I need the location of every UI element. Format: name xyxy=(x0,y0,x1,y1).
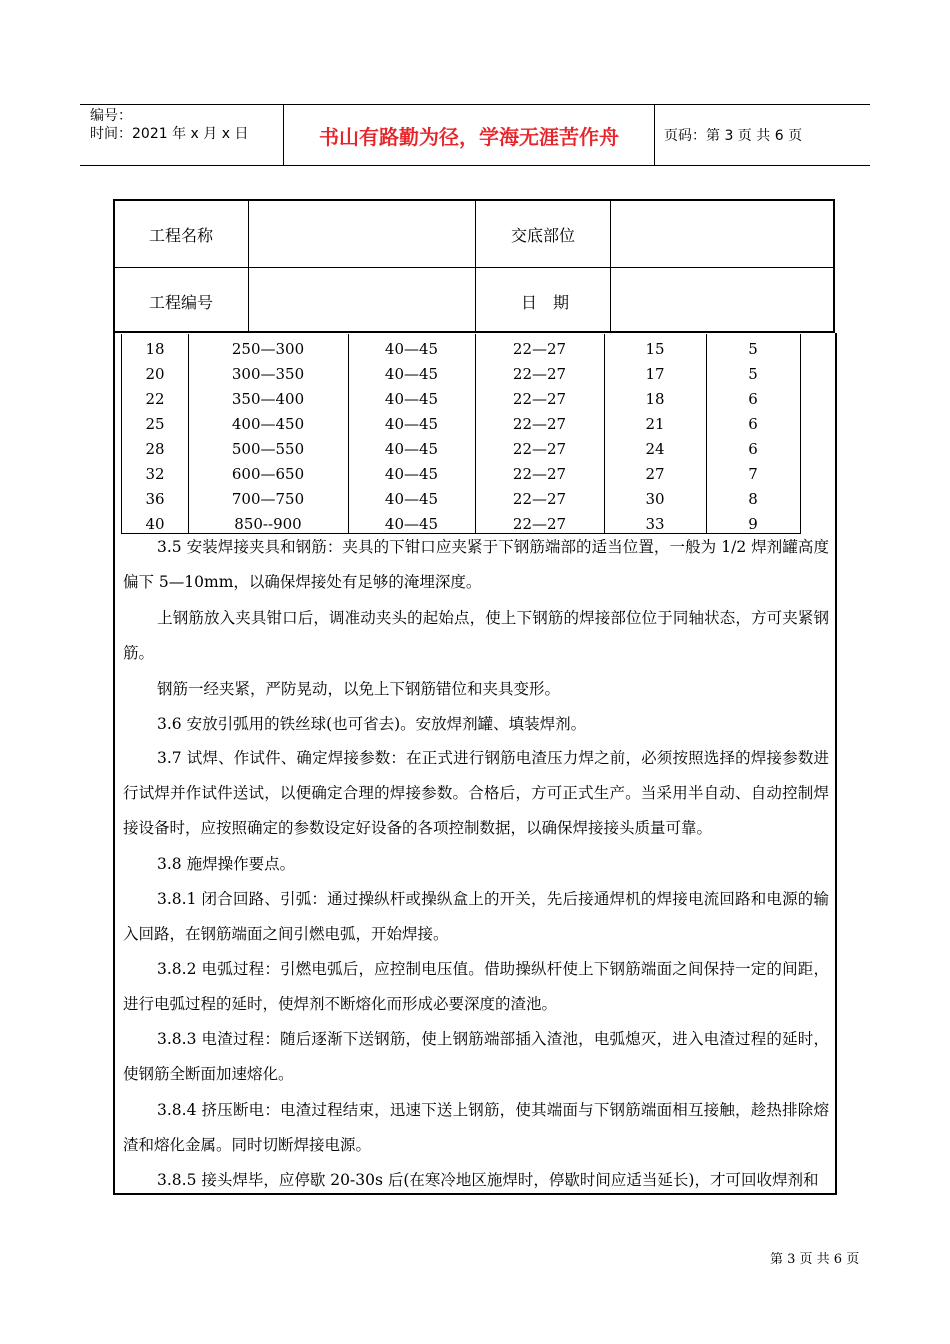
info-table-rule xyxy=(610,201,611,331)
project-no-label: 工程编号 xyxy=(149,292,214,312)
header-time: 时间：2021 年 x 月 x 日 xyxy=(90,126,249,142)
paragraph-3-7: 3.7 试焊、作试件、确定焊接参数：在正式进行钢筋电渣压力焊之前，必须按照选择的焊接参数进行试焊并作试件送试，以便确定合理的焊接参数。合格后，方可正式生产。当采用半自动、自动控制焊接设备时，应按照确定的参数设定好设备的各项控制数据，以确保焊接接头质量可靠。 xyxy=(123,749,829,837)
part-label: 交底部位 xyxy=(511,225,576,245)
table-cell: 24 xyxy=(645,440,665,458)
table-cell: 500—550 xyxy=(231,440,305,458)
table-cell: 15 xyxy=(645,340,665,358)
table-cell: 40—45 xyxy=(384,515,439,533)
table-cell: 22—27 xyxy=(512,340,567,358)
footer-page-info: 第 3 页 共 6 页 xyxy=(770,1252,860,1267)
table-row xyxy=(122,336,800,361)
table-cell: 9 xyxy=(748,515,758,533)
table-cell: 600—650 xyxy=(231,465,305,483)
table-cell: 40—45 xyxy=(384,465,439,483)
table-cell: 6 xyxy=(748,390,758,408)
table-cell: 17 xyxy=(645,365,665,383)
table-cell: 700—750 xyxy=(231,490,305,508)
table-cell: 22—27 xyxy=(512,365,567,383)
table-cell: 40—45 xyxy=(384,365,439,383)
table-cell: 18 xyxy=(645,390,665,408)
table-cell: 30 xyxy=(645,490,665,508)
table-row xyxy=(122,361,800,386)
table-cell: 22—27 xyxy=(512,440,567,458)
paragraph-clamp-upper: 上钢筋放入夹具钳口后，调准动夹头的起始点，使上下钢筋的焊接部位位于同轴状态，方可夹紧钢筋。 xyxy=(123,609,829,662)
table-cell: 40—45 xyxy=(384,490,439,508)
table-cell: 6 xyxy=(748,415,758,433)
table-cell: 8 xyxy=(748,490,758,508)
table-cell: 33 xyxy=(645,515,665,533)
header-page-info: 页码：第 3 页 共 6 页 xyxy=(664,128,803,144)
date-label: 日 期 xyxy=(521,292,570,312)
info-table-rule xyxy=(248,201,249,331)
table-row xyxy=(122,486,800,511)
table-cell: 40—45 xyxy=(384,340,439,358)
table-cell: 850--900 xyxy=(234,515,302,533)
header-motto: 书山有路勤为径，学海无涯苦作舟 xyxy=(319,124,619,149)
table-row xyxy=(122,436,800,461)
table-cell: 27 xyxy=(645,465,665,483)
table-cell: 400—450 xyxy=(231,415,305,433)
info-table-rule xyxy=(115,267,833,268)
table-cell: 250—300 xyxy=(231,340,305,358)
table-row xyxy=(122,461,800,486)
table-cell: 6 xyxy=(748,440,758,458)
table-cell: 22—27 xyxy=(512,465,567,483)
header-divider xyxy=(654,105,655,165)
table-cell: 40—45 xyxy=(384,415,439,433)
paragraph-3-8-3: 3.8.3 电渣过程：随后逐渐下送钢筋，使上钢筋端部插入渣池，电弧熄灭，进入电渣过程的延时，使钢筋全断面加速熔化。 xyxy=(123,1030,829,1083)
table-cell: 22—27 xyxy=(512,390,567,408)
page-header xyxy=(80,104,870,166)
paragraph-3-8-5: 3.8.5 接头焊毕，应停歇 20-30s 后(在寒冷地区施焊时，停歇时间应适当延长)，才可回收焊剂和 xyxy=(157,1171,819,1189)
paragraph-clamp-note: 钢筋一经夹紧，严防晃动，以免上下钢筋错位和夹具变形。 xyxy=(157,680,561,698)
table-cell: 22—27 xyxy=(512,490,567,508)
paragraph-3-8-1: 3.8.1 闭合回路、引弧：通过操纵杆或操纵盒上的开关，先后接通焊机的焊接电流回路和电源的输入回路，在钢筋端面之间引燃电弧，开始焊接。 xyxy=(123,890,829,943)
table-cell: 21 xyxy=(645,415,665,433)
paragraph-3-8-2: 3.8.2 电弧过程：引燃电弧后，应控制电压值。借助操纵杆使上下钢筋端面之间保持一定的间距，进行电弧过程的延时，使焊剂不断熔化而形成必要深度的渣池。 xyxy=(123,960,829,1013)
table-cell: 25 xyxy=(145,415,165,433)
table-cell: 5 xyxy=(748,340,758,358)
header-number: 编号： xyxy=(90,108,132,124)
table-cell: 350—400 xyxy=(231,390,305,408)
header-meta xyxy=(90,107,248,143)
paragraph-3-6: 3.6 安放引弧用的铁丝球(也可省去)。安放焊剂罐、填装焊剂。 xyxy=(157,715,587,733)
table-cell: 5 xyxy=(748,365,758,383)
table-cell: 22—27 xyxy=(512,415,567,433)
table-cell: 40—45 xyxy=(384,390,439,408)
paragraph-3-5: 3.5 安装焊接夹具和钢筋：夹具的下钳口应夹紧于下钢筋端部的适当位置，一般为 1/2 焊剂罐高度偏下 5—10mm，以确保焊接处有足够的淹埋深度。 xyxy=(123,538,829,591)
table-cell: 22—27 xyxy=(512,515,567,533)
table-cell: 36 xyxy=(145,490,165,508)
table-cell: 40 xyxy=(145,515,165,533)
table-row xyxy=(122,386,800,411)
info-table xyxy=(113,199,835,333)
info-table-rule xyxy=(475,201,476,331)
paragraph-3-8: 3.8 施焊操作要点。 xyxy=(157,855,296,873)
table-cell: 7 xyxy=(748,465,758,483)
table-row xyxy=(122,411,800,436)
paragraph-3-8-4: 3.8.4 挤压断电：电渣过程结束，迅速下送上钢筋，使其端面与下钢筋端面相互接触，趁热排除熔渣和熔化金属。同时切断焊接电源。 xyxy=(123,1101,829,1154)
project-name-label: 工程名称 xyxy=(149,225,214,245)
table-cell: 18 xyxy=(145,340,165,358)
welding-parameter-table xyxy=(121,334,801,534)
table-cell: 300—350 xyxy=(231,365,305,383)
table-cell: 40—45 xyxy=(384,440,439,458)
table-cell: 28 xyxy=(145,440,165,458)
table-cell: 32 xyxy=(145,465,165,483)
table-cell: 20 xyxy=(145,365,165,383)
table-cell: 22 xyxy=(145,390,165,408)
